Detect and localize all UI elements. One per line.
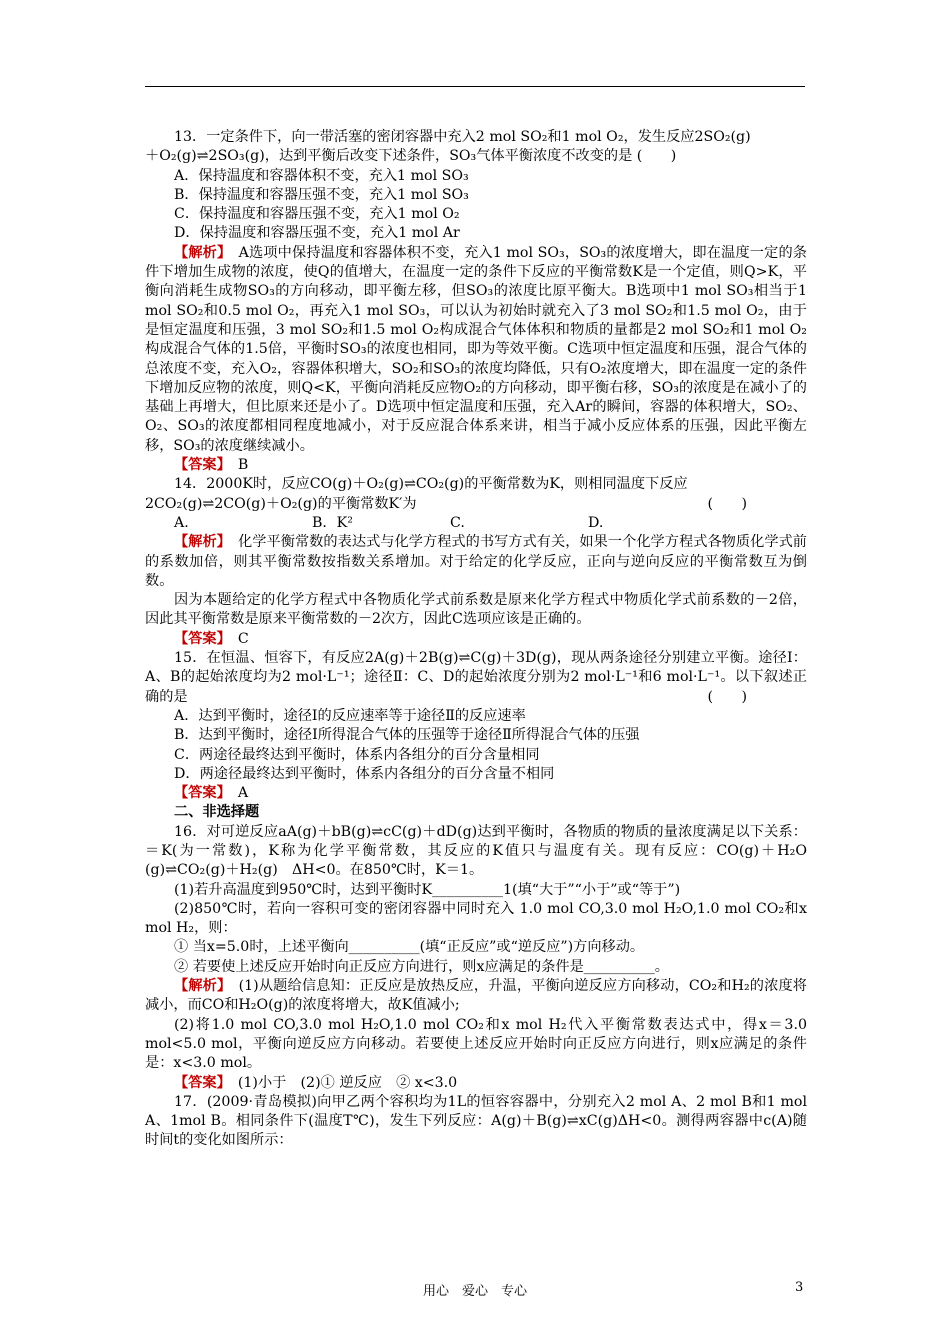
section-heading: 二、非选择题 [174, 804, 260, 821]
page-content [145, 128, 807, 1151]
q13-stem-line2: ＋O₂(g)⇌2SO₃(g)，达到平衡后改变下述条件，SO₃气体平衡浓度不改变的是 ( ) [145, 148, 677, 165]
q14-stem-text: 2CO₂(g)⇌2CO(g)＋O₂(g)的平衡常数K′为 [145, 495, 417, 512]
q15-option-a: A．达到平衡时，途径Ⅰ的反应速率等于途径Ⅱ的反应速率 [174, 707, 526, 724]
q14-option-c: C. [450, 514, 465, 531]
analysis-label: 【解析】 [174, 978, 225, 995]
q13-analysis-text: A选项中保持温度和容器体积不变，充入1 mol SO₃，SO₃的浓度增大，即在温度一定的条件下增加生成物的浓度，使Q的值增大，在温度一定的条件下反应的平衡常数K是一个定值，则Q>K，平衡向消耗生成物SO₃的方向移动，即平衡左移，但SO₃的浓度比原平衡大。B选项中1 mol SO₃相当于1 mol SO₂和0.5 mol O₂，再充入1 mol SO₃，可以认为初始时就充入了3 mol SO₂和1.5 mol O₂，由于是恒定温度和压强，3 mol SO₂和1.5 mol O₂构成混合气体体积和物质的量都是2 mol SO₂和1 mol O₂构成混合气体的1.5倍，平衡时SO₃的浓度也相同，即为等效平衡。C选项中恒定温度和压强，混合气体的总浓度不变，充入O₂，容器体积增大，SO₂和SO₃的浓度均降低，只有O₂浓度增大，即在温度一定的条件下增加反应物的浓度，则Q<K，平衡向消耗反应物O₂的方向移动，即平衡右移，SO₃的浓度是在减小了的基础上再增大，但比原来还是小了。D选项中恒定温度和压强，充入Ar的瞬间，容器的体积增大，SO₂、O₂、SO₃的浓度都相同程度地减小，对于反应混合体系来讲，相当于减小反应体系的压强，因此平衡左移，SO₃的浓度继续减小。 [145, 244, 807, 454]
q14-option-d: D. [588, 514, 604, 531]
analysis-label: 【解析】 [174, 244, 225, 261]
q16-analysis-cont: (2)将1.0 mol CO,3.0 mol H₂O,1.0 mol CO₂和x mol H₂代入平衡常数表达式中，得x＝3.0 mol<5.0 mol，平衡向逆反应方向移动。若要使上述反应开始时向正反应方向进行，则x应满足的条件是：x<3.0 mol。 [145, 1016, 807, 1072]
q16-analysis-text: (1)从题给信息知：正反应是放热反应，升温，平衡向逆反应方向移动，CO₂和H₂的浓度将减小，而CO和H₂O(g)的浓度将增大，故K值减小; [145, 978, 807, 1014]
q14-analysis [145, 533, 807, 591]
q14-analysis-cont: 因为本题给定的化学方程式中各物质化学式前系数是原来化学方程式中物质化学式前系数的－2倍，因此其平衡常数是原来平衡常数的－2次方，因此C选项应该是正确的。 [145, 592, 807, 628]
q14-answer-value: C [237, 630, 249, 647]
page-number: 3 [795, 1280, 804, 1295]
q14-option-b: B．K² [312, 514, 353, 531]
q13-analysis [145, 244, 807, 456]
answer-label: 【答案】 [174, 457, 224, 474]
q15-option-d: D．两途径最终达到平衡时，体系内各组分的百分含量不相同 [174, 765, 555, 782]
q14-stem-line1: 14．2000K时，反应CO(g)＋O₂(g)⇌CO₂(g)的平衡常数为K，则相同温度下反应 [174, 476, 688, 493]
q13-option-a: A．保持温度和容器体积不变，充入1 mol SO₃ [174, 167, 469, 184]
q15-blank: ( ) [707, 688, 747, 705]
q16-sub1: (1)若升高温度到950℃时，达到平衡时K__________1(填“大于”“小于”或“等于”) [174, 881, 681, 898]
q13-option-b: B．保持温度和容器压强不变，充入1 mol SO₃ [174, 186, 469, 203]
q14-answer [145, 630, 807, 649]
q14-analysis-text: 化学平衡常数的表达式与化学方程式的书写方式有关，如果一个化学方程式各物质化学式前的系数加倍，则其平衡常数按指数关系增加。对于给定的化学反应，正向与逆向反应的平衡常数互为倒数。 [145, 534, 807, 589]
q13-option-d: D．保持温度和容器压强不变，充入1 mol Ar [174, 225, 460, 242]
q16-sub2b: ② 若要使上述反应开始时向正反应方向进行，则x应满足的条件是__________。 [174, 958, 669, 975]
q13-option-c: C．保持温度和容器压强不变，充入1 mol O₂ [174, 206, 460, 223]
analysis-label: 【解析】 [174, 534, 224, 551]
q16-analysis [145, 977, 807, 1016]
q15-stem [145, 649, 807, 707]
page-footer: 用心 爱心 专心 [422, 1284, 527, 1299]
q13-stem-line1: 13．一定条件下，向一带活塞的密闭容器中充入2 mol SO₂和1 mol O₂，发生反应2SO₂(g) [174, 129, 751, 145]
q15-option-c: C．两途径最终达到平衡时，体系内各组分的百分含量相同 [174, 746, 540, 763]
q17-stem: 17．(2009·青岛模拟)向甲乙两个容积均为1L的恒容容器中，分别充入2 mol A、2 mol B和1 mol A、1mol B。相同条件下(温度T℃)，发生下列反应：A(g)＋B(g)⇌xC(g)ΔH<0。测得两容器中c(A)随时间t的变化如图所示： [145, 1093, 807, 1149]
q16-answer [145, 1074, 807, 1093]
q16-sub2: (2)850℃时，若向一容积可变的密闭容器中同时充入 1.0 mol CO,3.0 mol H₂O,1.0 mol CO₂和x mol H₂，则： [145, 900, 807, 937]
answer-label: 【答案】 [174, 1074, 224, 1091]
q13-answer [145, 456, 807, 475]
q14-option-a: A. [174, 514, 189, 531]
q14-options [145, 514, 807, 533]
q13-answer-value: B [237, 457, 249, 474]
q15-option-b: B．达到平衡时，途径Ⅰ所得混合气体的压强等于途径Ⅱ所得混合气体的压强 [174, 727, 640, 744]
q15-answer-value: A [237, 785, 249, 802]
q16-answer-value: (1)小于 (2)① 逆反应 ② x<3.0 [237, 1074, 458, 1091]
q15-answer [145, 784, 807, 803]
header-rule [145, 86, 805, 87]
q14-stem-line2 [145, 495, 807, 514]
q16-stem: 16．对可逆反应aA(g)＋bB(g)⇌cC(g)＋dD(g)达到平衡时，各物质的物质的量浓度满足以下关系：＝K(为一常数)，K称为化学平衡常数，其反应的K值只与温度有关。现有反应：CO(g)＋H₂O (g)⇌CO₂(g)＋H₂(g) ΔH<0。在850℃时，K＝1。 [145, 823, 807, 879]
answer-label: 【答案】 [174, 785, 224, 802]
q14-blank: ( ) [707, 495, 747, 512]
q16-sub2a: ① 当x=5.0时，上述平衡向__________(填“正反应”或“逆反应”)方向移动。 [174, 939, 645, 956]
q15-stem-text: 15．在恒温、恒容下，有反应2A(g)＋2B(g)⇌C(g)＋3D(g)，现从两条途径分别建立平衡。途径Ⅰ：A、B的起始浓度均为2 mol·L⁻¹；途径Ⅱ：C、D的起始浓度分别为2 mol·L⁻¹和6 mol·L⁻¹。以下叙述正确的是 [145, 650, 807, 705]
answer-label: 【答案】 [174, 630, 224, 647]
